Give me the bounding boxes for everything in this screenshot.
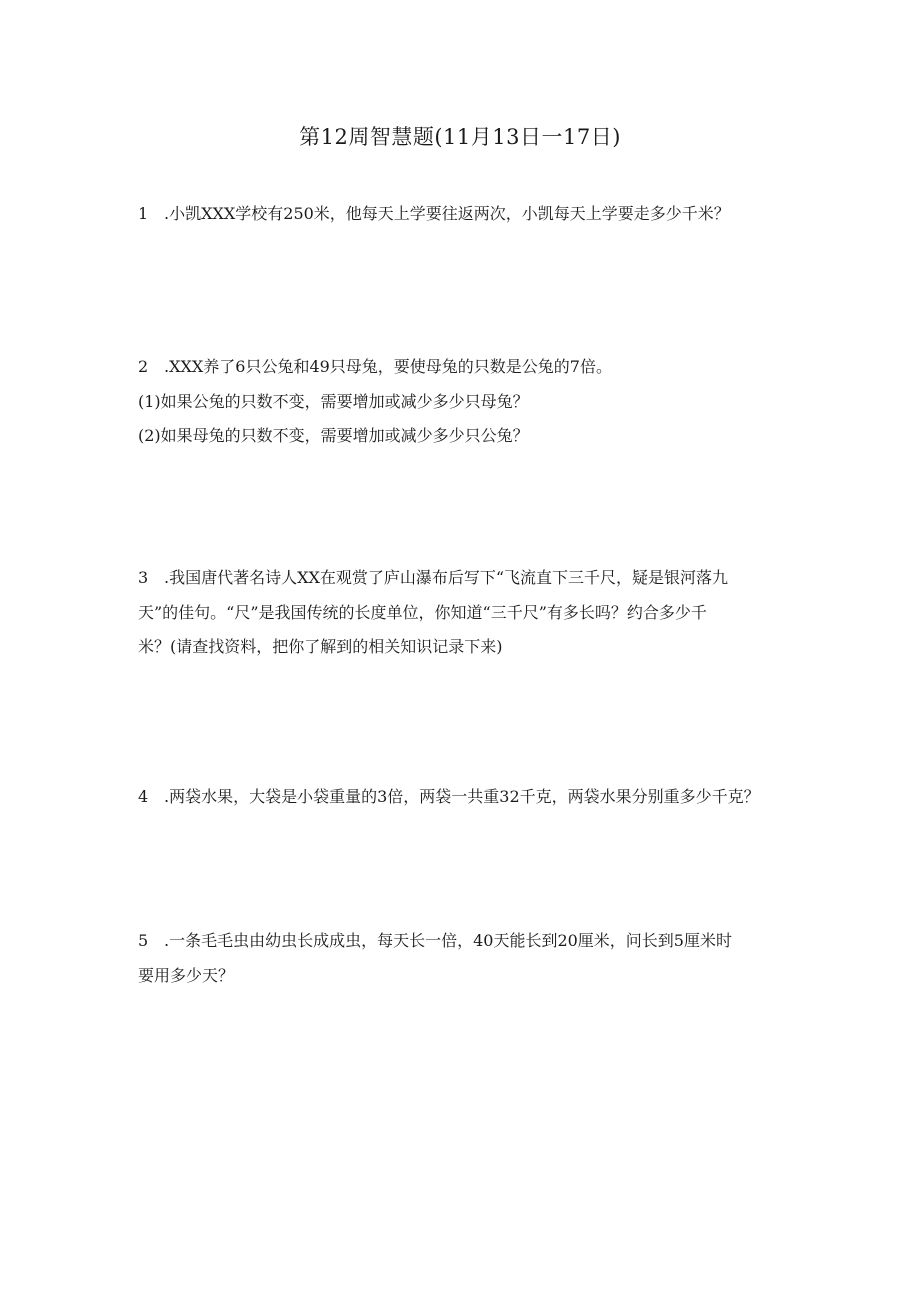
question-text: .两袋水果，大袋是小袋重量的3倍，两袋一共重32千克，两袋水果分别重多少千克？	[164, 787, 760, 806]
question-line	[138, 350, 788, 385]
question-number: 3	[138, 568, 149, 587]
question-text-line-2: 天”的佳句。“尺”是我国传统的长度单位，你知道“三千尺”有多长吗？约合多少千	[138, 602, 707, 622]
page-title: 第12周智慧题(11月13日一17日)	[299, 125, 621, 149]
question-line	[138, 780, 788, 815]
question-number: 4	[138, 787, 149, 806]
question-2	[138, 350, 788, 454]
question-3	[138, 561, 788, 665]
question-line	[138, 924, 788, 959]
question-text: .XXX养了6只公兔和49只母兔，要使母兔的只数是公兔的7倍。	[164, 357, 612, 376]
question-4	[138, 780, 788, 815]
question-text: .小凯XXX学校有250米，他每天上学要往返两次，小凯每天上学要走多少千米？	[164, 204, 730, 223]
question-text-line-3: 米？(请查找资料，把你了解到的相关知识记录下来)	[138, 637, 503, 656]
sub-question-2: (2)如果母兔的只数不变，需要增加或减少多少只公兔？	[138, 426, 529, 445]
question-number: 2	[138, 357, 149, 376]
question-line	[138, 561, 788, 596]
question-number: 1	[138, 204, 149, 223]
question-1	[138, 197, 788, 232]
question-line	[138, 197, 788, 232]
question-text: .一条毛毛虫由幼虫长成成虫，每天长一倍，40天能长到20厘米，问长到5厘米时	[164, 931, 732, 950]
question-text-line-2: 要用多少天？	[138, 965, 235, 985]
question-5	[138, 924, 788, 993]
question-text: .我国唐代著名诗人XX在观赏了庐山瀑布后写下“飞流直下三千尺，疑是银河落九	[164, 568, 729, 587]
sub-question-1: (1)如果公兔的只数不变，需要增加或减少多少只母兔？	[138, 391, 529, 411]
question-number: 5	[138, 931, 149, 950]
